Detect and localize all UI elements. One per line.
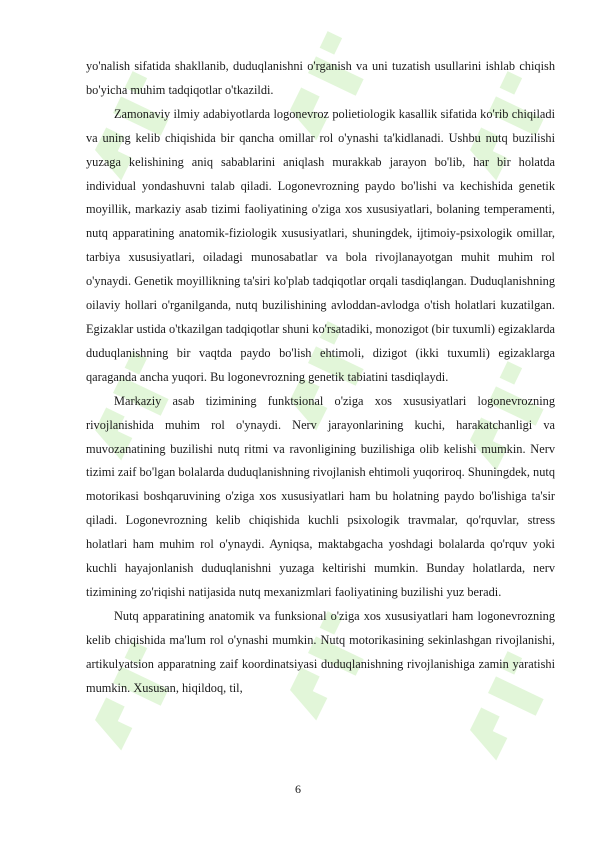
- paragraph-1: yo'nalish sifatida shakllanib, duduqlanishni o'rganish va uni tuzatish usullarini ishlab chiqish bo'yicha muhim tadqiqotlar o'tkazildi.: [86, 59, 555, 97]
- body-text: [86, 55, 555, 700]
- paragraph-4: Nutq apparatining anatomik va funksional o'ziga xos xususiyatlari ham logonevrozning kelib chiqishida ma'lum rol o'ynashi mumkin. Nutq motorikasining sekinlashgan rivojlanishi, artikulyatsion apparatning zaif koordinatsiyasi duduqlanishning rivojlanishiga zamin yaratishi mumkin. Xususan, hiqildoq, til,: [86, 608, 555, 695]
- page-number: 6: [295, 782, 301, 796]
- paragraph-2: Zamonaviy ilmiy adabiyotlarda logonevroz polietiologik kasallik sifatida ko'rib chiqiladi va uning kelib chiqishida bir qancha omillar rol o'ynashi ta'kidlanadi. Ushbu nutq buzilishi yuzaga kelishining aniq sabablarini aniqlash murakkab jarayon bo'lib, har bir holatda individual yondashuvni talab qiladi. Logonevrozning paydo bo'lishi va kechishida genetik moyillik, markaziy asab tizimi faoliyatining o'ziga xos xususiyatlari, bolaning temperamenti, nutq apparatining anatomik-fiziologik xususiyatlari, shuningdek, ijtimoiy-psixologik omillar, tarbiya xususiyatlari, oiladagi munosabatlar va bola rivojlanayotgan muhit muhim rol o'ynaydi. Genetik moyillikning ta'siri ko'plab tadqiqotlar orqali tasdiqlangan. Duduqlanishning oilaviy hollari o'rganilganda, nutq buzilishining avloddan-avlodga o'tish holatlari kuzatilgan. Egizaklar ustida o'tkazilgan tadqiqotlar shuni ko'rsatadiki, monozigot (bir tuxumli) egizaklarda duduqlanishning bir vaqtda paydo bo'lish ehtimoli, dizigot (ikki tuxumli) egizaklarga qaraganda ancha yuqori. Bu logonevrozning genetik tabiatini tasdiqlaydi.: [86, 106, 555, 384]
- paragraph-3: Markaziy asab tizimining funktsional o'ziga xos xususiyatlari logonevrozning rivojlanishida muhim rol o'ynaydi. Nerv jarayonlarining kuchi, harakatchanligi va muvozanatining buzilishi nutq ritmi va ravonligining buzilishiga olib kelishi mumkin. Nerv tizimi zaif bo'lgan bolalarda duduqlanishning rivojlanish ehtimoli yuqoriroq. Shuningdek, nutq motorikasi boshqaruvining o'ziga xos xususiyatlari ham bu holatning paydo bo'lishiga ta'sir qiladi. Logonevrozning kelib chiqishida kuchli psixologik travmalar, qo'rquvlar, stress holatlari ham muhim rol o'ynaydi. Ayniqsa, maktabgacha yoshdagi bolalarda qo'rquv yoki kuchli hayajonlanish duduqlanishni yuzaga keltirishi mumkin. Bunday holatlarda, nerv tizimining zo'riqishi natijasida nutq mexanizmlari faoliyatining buzilishi yuz beradi.: [86, 393, 555, 599]
